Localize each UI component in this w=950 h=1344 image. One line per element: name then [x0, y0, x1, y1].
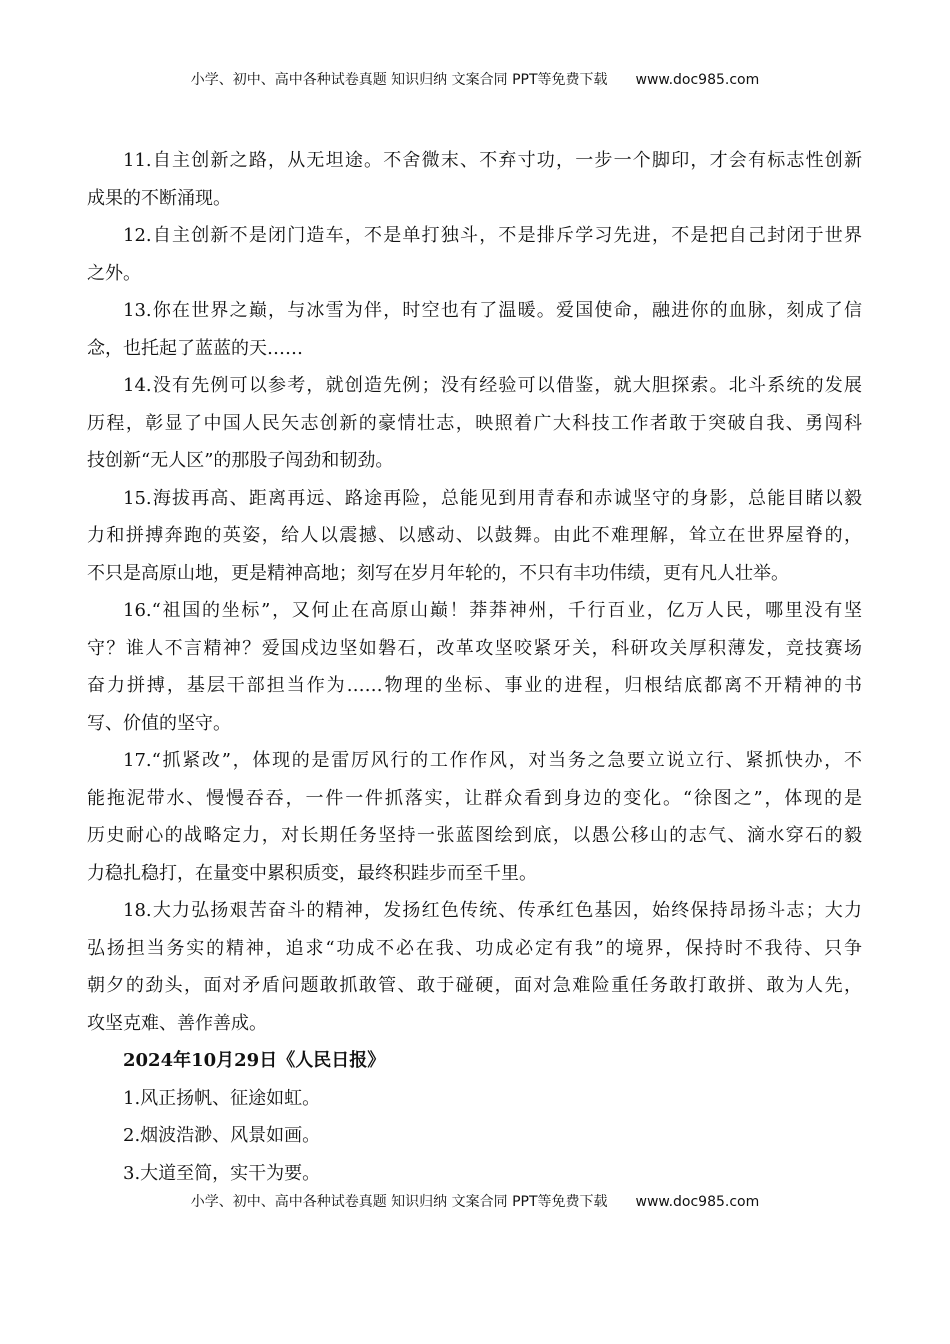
document-body: [87, 142, 862, 1192]
paragraph: [87, 142, 862, 217]
paragraph-line: 13.你在世界之巅，与冰雪为伴，时空也有了温暖。爱国使命，融进你的血脉，刻成了信: [123, 300, 862, 321]
paragraph-line: 之外。: [87, 262, 141, 284]
paragraph-line: 奋力拼搏，基层干部担当作为……物理的坐标、事业的进程，归根结底都离不开精神的书: [87, 675, 862, 696]
paragraph-line: 成果的不断涌现。: [87, 187, 231, 209]
paragraph-line: 历史耐心的战略定力，对长期任务坚持一张蓝图绘到底，以愚公移山的志气、滴水穿石的毅: [87, 825, 862, 846]
paragraph-line: 历程，彰显了中国人民矢志创新的豪情壮志，映照着广大科技工作者敢于突破自我、勇闯科: [87, 412, 862, 434]
paragraph-line: 18.大力弘扬艰苦奋斗的精神，发扬红色传统、传承红色基因，始终保持昂扬斗志；大力: [123, 900, 862, 921]
paragraph-line: 17.“抓紧改”，体现的是雷厉风行的工作作风，对当务之急要立说立行、紧抓快办，不: [123, 750, 862, 771]
paragraph-line: 能拖泥带水、慢慢吞吞，一件一件抓落实，让群众看到身边的变化。“徐图之”，体现的是: [87, 787, 862, 809]
paragraph-line: 15.海拔再高、距离再远、路途再险，总能见到用青春和赤诚坚守的身影，总能目睹以毅: [123, 487, 862, 509]
paragraph: [87, 742, 862, 892]
paragraph: [87, 217, 862, 292]
paragraph: [87, 480, 862, 593]
paragraph-line: 技创新“无人区”的那股子闯劲和韧劲。: [87, 450, 394, 471]
list-item: 2.烟波浩渺、风景如画。: [123, 1125, 321, 1146]
paragraph-line: 力和拼搏奔跑的英姿，给人以震撼、以感动、以鼓舞。由此不难理解，耸立在世界屋脊的，: [87, 525, 862, 546]
list-item: 1.风正扬帆、征途如虹。: [123, 1087, 321, 1109]
paragraph-line: 守？谁人不言精神？爱国戍边坚如磐石，改革攻坚咬紧牙关，科研攻关厚积薄发，竞技赛场: [87, 637, 862, 659]
paragraph-line: 14.没有先例可以参考，就创造先例；没有经验可以借鉴，就大胆探索。北斗系统的发展: [123, 375, 862, 396]
paragraph-line: 12.自主创新不是闭门造车，不是单打独斗，不是排斥学习先进，不是把自己封闭于世界: [123, 225, 862, 246]
paragraph-line: 念，也托起了蓝蓝的天……: [87, 337, 303, 359]
footer-text: 小学、初中、高中各种试卷真题 知识归纳 文案合同 PPT等免费下载: [190, 1194, 608, 1210]
section-heading: 2024年10月29日《人民日报》: [123, 1050, 386, 1071]
paragraph: [87, 592, 862, 742]
page-footer: [0, 1191, 950, 1211]
header-text: 小学、初中、高中各种试卷真题 知识归纳 文案合同 PPT等免费下载: [190, 72, 608, 88]
paragraph-line: 不只是高原山地，更是精神高地；刻写在岁月年轮的，不只有丰功伟绩，更有凡人壮举。: [87, 562, 789, 584]
paragraph-line: 11.自主创新之路，从无坦途。不舍微末、不弃寸功，一步一个脚印，才会有标志性创新: [123, 150, 862, 171]
header-url[interactable]: www.doc985.com: [635, 72, 760, 88]
list-item: 3.大道至简，实干为要。: [123, 1162, 321, 1184]
paragraph-line: 写、价值的坚守。: [87, 712, 231, 734]
paragraph: [87, 292, 862, 367]
paragraph: [87, 892, 862, 1042]
paragraph-line: 朝夕的劲头，面对矛盾问题敢抓敢管、敢于碰硬，面对急难险重任务敢打敢拼、敢为人先，: [87, 975, 862, 996]
paragraph-line: 16.“祖国的坐标”，又何止在高原山巅！莽莽神州，千行百业，亿万人民，哪里没有坚: [123, 600, 862, 621]
footer-url[interactable]: www.doc985.com: [635, 1194, 760, 1210]
paragraph-line: 力稳扎稳打，在量变中累积质变，最终积跬步而至千里。: [87, 862, 537, 884]
paragraph-line: 弘扬担当务实的精神，追求“功成不必在我、功成必定有我”的境界，保持时不我待、只争: [87, 937, 862, 959]
page-header: [0, 69, 950, 89]
paragraph: [87, 367, 862, 480]
paragraph-line: 攻坚克难、善作善成。: [87, 1012, 267, 1034]
